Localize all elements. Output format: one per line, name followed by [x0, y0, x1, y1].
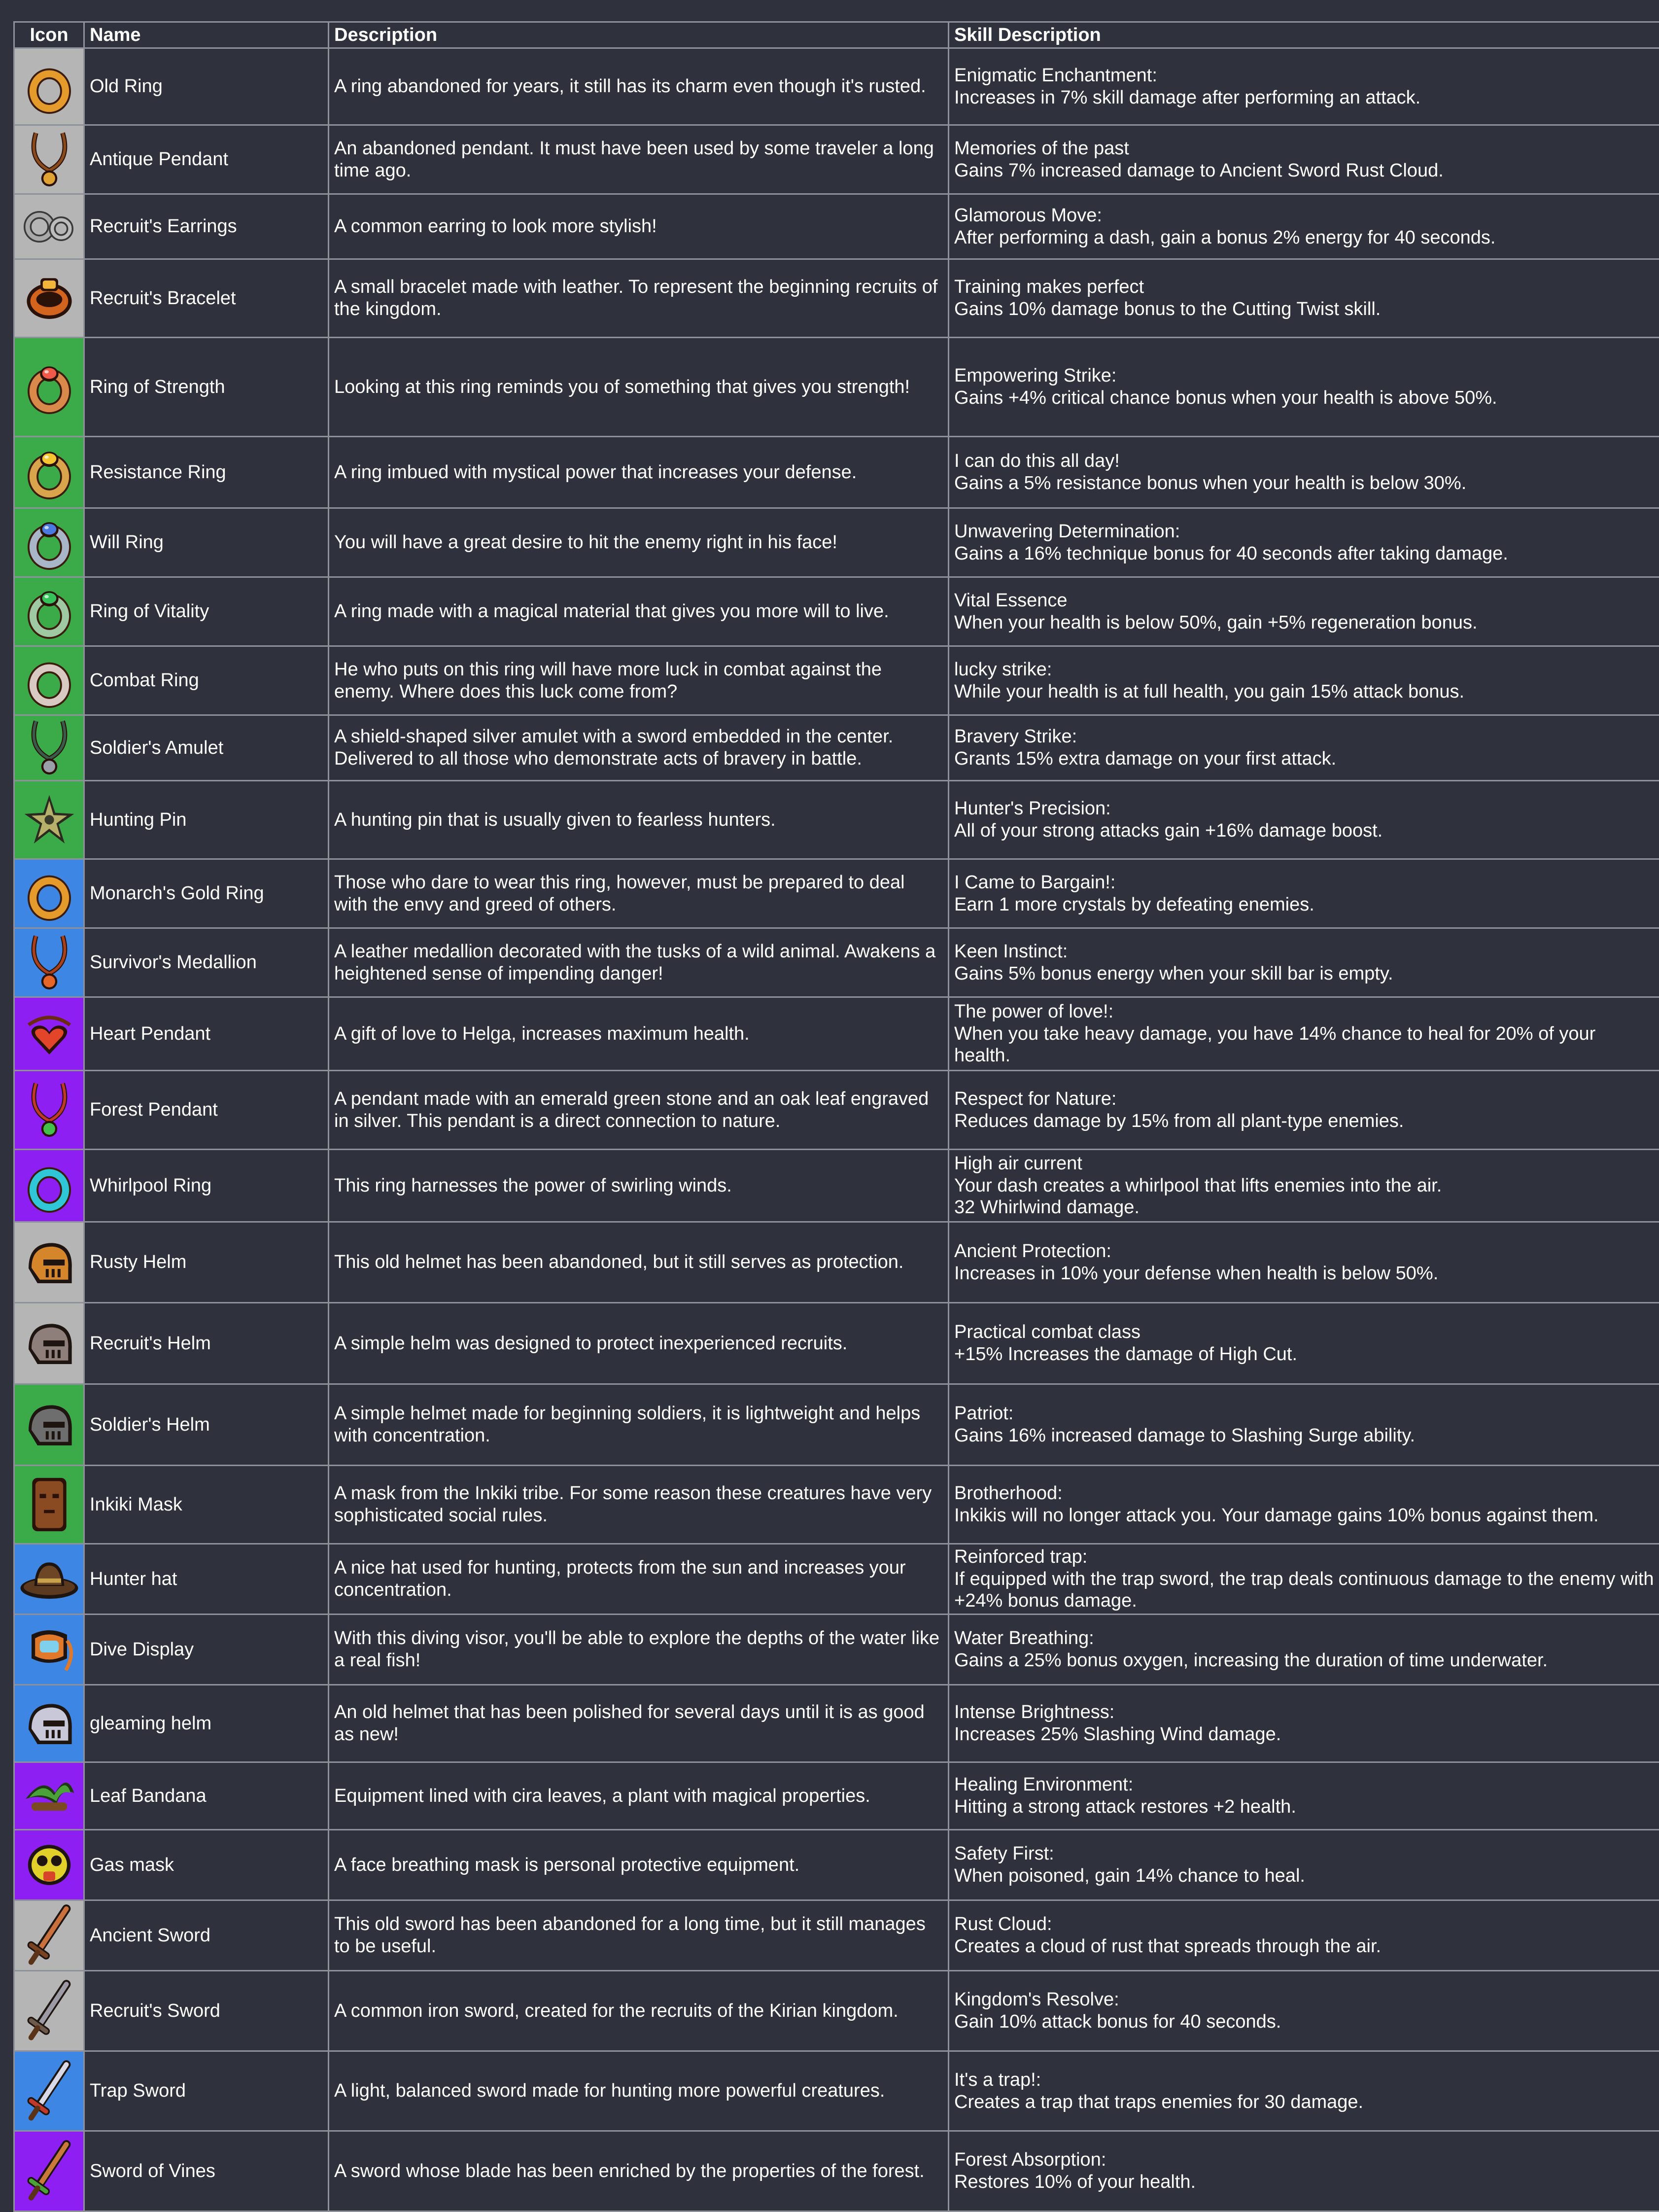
item-name: Trap Sword: [84, 2051, 329, 2131]
item-name: Recruit's Sword: [84, 1971, 329, 2051]
table-row: [14, 1762, 1659, 1830]
item-description: A gift of love to Helga, increases maximum health.: [329, 997, 949, 1071]
table-row: [14, 1544, 1659, 1615]
shiny-helm-icon: [15, 1696, 83, 1751]
item-icon-cell: [14, 859, 84, 928]
table-row: [14, 715, 1659, 781]
item-icon-cell: [14, 997, 84, 1071]
amulet-icon: [15, 716, 83, 780]
leaf-bandana-icon: [15, 1769, 83, 1823]
item-icon-cell: [14, 1384, 84, 1466]
bracelet-icon: [15, 269, 83, 328]
table-row: [14, 1830, 1659, 1900]
table-body: [14, 48, 1659, 2212]
item-description: An abandoned pendant. It must have been used by some traveler a long time ago.: [329, 125, 949, 194]
item-icon-cell: [14, 1900, 84, 1971]
red-gem-ring-icon: [15, 360, 83, 414]
item-name: Ring of Vitality: [84, 577, 329, 646]
item-icon-cell: [14, 508, 84, 577]
item-name: Gas mask: [84, 1830, 329, 1900]
item-description: Equipment lined with cira leaves, a plant with magical properties.: [329, 1762, 949, 1830]
table-row: [14, 1384, 1659, 1466]
rusty-helm-icon: [15, 1235, 83, 1290]
header-icon[interactable]: Icon: [14, 22, 84, 48]
table-row: [14, 508, 1659, 577]
item-skill-description: The power of love!: When you take heavy damage, you have 14% chance to heal for 20% of your health.: [949, 997, 1659, 1071]
item-name: Recruit's Bracelet: [84, 259, 329, 338]
header-name[interactable]: Name: [84, 22, 329, 48]
gas-mask-icon: [15, 1838, 83, 1892]
item-name: Resistance Ring: [84, 437, 329, 508]
item-name: gleaming helm: [84, 1685, 329, 1762]
item-icon-cell: [14, 48, 84, 125]
table-row: [14, 1685, 1659, 1762]
item-icon-cell: [14, 259, 84, 338]
item-description: This old helmet has been abandoned, but it still serves as protection.: [329, 1222, 949, 1303]
table-row: [14, 1222, 1659, 1303]
item-icon-cell: [14, 2131, 84, 2212]
item-icon-cell: [14, 715, 84, 781]
item-skill-description: Healing Environment: Hitting a strong attack restores +2 health.: [949, 1762, 1659, 1830]
item-icon-cell: [14, 1150, 84, 1222]
item-icon-cell: [14, 1615, 84, 1685]
item-icon-cell: [14, 194, 84, 259]
item-icon-cell: [14, 338, 84, 437]
item-icon-cell: [14, 1544, 84, 1615]
table-row: [14, 1971, 1659, 2051]
item-skill-description: Enigmatic Enchantment: Increases in 7% skill damage after performing an attack.: [949, 48, 1659, 125]
header-skill-description[interactable]: Skill Description: [949, 22, 1659, 48]
pendant-icon: [15, 128, 83, 192]
table-row: [14, 437, 1659, 508]
table-row: [14, 48, 1659, 125]
item-name: Survivor's Medallion: [84, 928, 329, 997]
medallion-icon: [15, 931, 83, 995]
item-skill-description: Ancient Protection: Increases in 10% your defense when health is below 50%.: [949, 1222, 1659, 1303]
heart-pendant-icon: [15, 1007, 83, 1061]
item-icon-cell: [14, 646, 84, 715]
table-row: [14, 1615, 1659, 1685]
item-icon-cell: [14, 1830, 84, 1900]
helm-icon: [15, 1316, 83, 1370]
table-row: [14, 1150, 1659, 1222]
item-description: A sword whose blade has been enriched by the properties of the forest.: [329, 2131, 949, 2212]
iron-sword-icon: [15, 1979, 83, 2043]
item-name: Dive Display: [84, 1615, 329, 1685]
table-row: [14, 259, 1659, 338]
item-name: Will Ring: [84, 508, 329, 577]
item-name: Sword of Vines: [84, 2131, 329, 2212]
table-row: [14, 928, 1659, 997]
item-skill-description: Rust Cloud: Creates a cloud of rust that spreads through the air.: [949, 1900, 1659, 1971]
item-description: A pendant made with an emerald green stone and an oak leaf engraved in silver. This pendant is a direct connection to nature.: [329, 1071, 949, 1150]
item-skill-description: Glamorous Move: After performing a dash, gain a bonus 2% energy for 40 seconds.: [949, 194, 1659, 259]
table-header-row: [14, 22, 1659, 48]
item-skill-description: Brotherhood: Inkikis will no longer attack you. Your damage gains 10% bonus against them.: [949, 1466, 1659, 1544]
item-skill-description: Safety First: When poisoned, gain 14% chance to heal.: [949, 1830, 1659, 1900]
item-description: A ring made with a magical material that gives you more will to live.: [329, 577, 949, 646]
item-description: You will have a great desire to hit the enemy right in his face!: [329, 508, 949, 577]
item-name: Old Ring: [84, 48, 329, 125]
items-table-wrapper: [13, 21, 1659, 2212]
item-name: Hunter hat: [84, 1544, 329, 1615]
table-row: [14, 1900, 1659, 1971]
item-description: A mask from the Inkiki tribe. For some reason these creatures have very sophisticated social rules.: [329, 1466, 949, 1544]
table-row: [14, 338, 1659, 437]
item-name: Antique Pendant: [84, 125, 329, 194]
item-skill-description: Training makes perfect Gains 10% damage bonus to the Cutting Twist skill.: [949, 259, 1659, 338]
item-name: Ancient Sword: [84, 1900, 329, 1971]
item-icon-cell: [14, 437, 84, 508]
item-name: Soldier's Amulet: [84, 715, 329, 781]
gold-ring-icon: [15, 60, 83, 114]
hat-icon: [15, 1554, 83, 1604]
table-row: [14, 2051, 1659, 2131]
item-skill-description: It's a trap!: Creates a trap that traps enemies for 30 damage.: [949, 2051, 1659, 2131]
item-description: A common iron sword, created for the recruits of the Kirian kingdom.: [329, 1971, 949, 2051]
item-description: Those who dare to wear this ring, however, must be prepared to deal with the envy and greed of others.: [329, 859, 949, 928]
item-description: A leather medallion decorated with the tusks of a wild animal. Awakens a heightened sense of impending danger!: [329, 928, 949, 997]
item-description: This old sword has been abandoned for a long time, but it still manages to be useful.: [329, 1900, 949, 1971]
item-name: Recruit's Earrings: [84, 194, 329, 259]
item-description: This ring harnesses the power of swirling winds.: [329, 1150, 949, 1222]
item-skill-description: Hunter's Precision: All of your strong attacks gain +16% damage boost.: [949, 781, 1659, 859]
item-icon-cell: [14, 1466, 84, 1544]
item-icon-cell: [14, 1222, 84, 1303]
table-row: [14, 1071, 1659, 1150]
item-description: A ring abandoned for years, it still has its charm even though it's rusted.: [329, 48, 949, 125]
item-skill-description: Practical combat class +15% Increases the damage of High Cut.: [949, 1303, 1659, 1384]
item-skill-description: Forest Absorption: Restores 10% of your health.: [949, 2131, 1659, 2212]
item-skill-description: Memories of the past Gains 7% increased damage to Ancient Sword Rust Cloud.: [949, 125, 1659, 194]
items-table: [13, 21, 1659, 2212]
item-skill-description: Kingdom's Resolve: Gain 10% attack bonus for 40 seconds.: [949, 1971, 1659, 2051]
item-description: A nice hat used for hunting, protects from the sun and increases your concentration.: [329, 1544, 949, 1615]
blue-gem-ring-icon: [15, 516, 83, 570]
green-gem-ring-icon: [15, 585, 83, 639]
dark-helm-icon: [15, 1398, 83, 1452]
item-skill-description: Reinforced trap: If equipped with the trap sword, the trap deals continuous damage to the enemy with +24% bonus damage.: [949, 1544, 1659, 1615]
table-row: [14, 194, 1659, 259]
item-description: A shield-shaped silver amulet with a sword embedded in the center. Delivered to all those who demonstrate acts of bravery in battle.: [329, 715, 949, 781]
item-description: A small bracelet made with leather. To represent the beginning recruits of the kingdom.: [329, 259, 949, 338]
vine-sword-icon: [15, 2139, 83, 2203]
item-description: A ring imbued with mystical power that increases your defense.: [329, 437, 949, 508]
item-skill-description: Intense Brightness: Increases 25% Slashing Wind damage.: [949, 1685, 1659, 1762]
silver-ring-icon: [15, 654, 83, 708]
item-name: Ring of Strength: [84, 338, 329, 437]
item-description: A common earring to look more stylish!: [329, 194, 949, 259]
diving-mask-icon: [15, 1622, 83, 1677]
item-name: Soldier's Helm: [84, 1384, 329, 1466]
item-name: Whirlpool Ring: [84, 1150, 329, 1222]
item-description: A simple helm was designed to protect inexperienced recruits.: [329, 1303, 949, 1384]
item-description: A light, balanced sword made for hunting more powerful creatures.: [329, 2051, 949, 2131]
item-skill-description: Bravery Strike: Grants 15% extra damage on your first attack.: [949, 715, 1659, 781]
item-name: Combat Ring: [84, 646, 329, 715]
item-skill-description: I can do this all day! Gains a 5% resistance bonus when your health is below 30%.: [949, 437, 1659, 508]
item-icon-cell: [14, 928, 84, 997]
item-skill-description: Unwavering Determination: Gains a 16% technique bonus for 40 seconds after taking damage.: [949, 508, 1659, 577]
item-description: He who puts on this ring will have more luck in combat against the enemy. Where does this luck come from?: [329, 646, 949, 715]
item-icon-cell: [14, 577, 84, 646]
item-name: Forest Pendant: [84, 1071, 329, 1150]
item-skill-description: Patriot: Gains 16% increased damage to Slashing Surge ability.: [949, 1384, 1659, 1466]
item-description: A simple helmet made for beginning soldiers, it is lightweight and helps with concentration.: [329, 1384, 949, 1466]
gold-ring-icon: [15, 867, 83, 921]
item-description: With this diving visor, you'll be able to explore the depths of the water like a real fish!: [329, 1615, 949, 1685]
item-description: An old helmet that has been polished for several days until it is as good as new!: [329, 1685, 949, 1762]
item-name: Inkiki Mask: [84, 1466, 329, 1544]
earrings-icon: [15, 207, 83, 246]
item-skill-description: Water Breathing: Gains a 25% bonus oxygen, increasing the duration of time underwater.: [949, 1615, 1659, 1685]
item-skill-description: I Came to Bargain!: Earn 1 more crystals by defeating enemies.: [949, 859, 1659, 928]
emerald-pendant-icon: [15, 1078, 83, 1142]
item-icon-cell: [14, 1071, 84, 1150]
item-name: Rusty Helm: [84, 1222, 329, 1303]
item-icon-cell: [14, 1971, 84, 2051]
light-sword-icon: [15, 2059, 83, 2123]
item-name: Recruit's Helm: [84, 1303, 329, 1384]
item-icon-cell: [14, 1685, 84, 1762]
rusty-sword-icon: [15, 1903, 83, 1967]
item-icon-cell: [14, 1303, 84, 1384]
item-skill-description: Respect for Nature: Reduces damage by 15% from all plant-type enemies.: [949, 1071, 1659, 1150]
item-icon-cell: [14, 1762, 84, 1830]
table-row: [14, 997, 1659, 1071]
wooden-mask-icon: [15, 1473, 83, 1537]
item-skill-description: Keen Instinct: Gains 5% bonus energy when your skill bar is empty.: [949, 928, 1659, 997]
item-icon-cell: [14, 125, 84, 194]
item-name: Monarch's Gold Ring: [84, 859, 329, 928]
yellow-gem-ring-icon: [15, 445, 83, 499]
table-row: [14, 125, 1659, 194]
item-skill-description: Empowering Strike: Gains +4% critical chance bonus when your health is above 50%.: [949, 338, 1659, 437]
item-icon-cell: [14, 2051, 84, 2131]
pin-icon: [15, 790, 83, 849]
item-skill-description: lucky strike: While your health is at full health, you gain 15% attack bonus.: [949, 646, 1659, 715]
table-row: [14, 646, 1659, 715]
item-description: A hunting pin that is usually given to fearless hunters.: [329, 781, 949, 859]
table-row: [14, 577, 1659, 646]
table-row: [14, 1466, 1659, 1544]
item-name: Leaf Bandana: [84, 1762, 329, 1830]
item-icon-cell: [14, 781, 84, 859]
item-name: Heart Pendant: [84, 997, 329, 1071]
whirlpool-ring-icon: [15, 1159, 83, 1213]
item-description: Looking at this ring reminds you of something that gives you strength!: [329, 338, 949, 437]
item-name: Hunting Pin: [84, 781, 329, 859]
table-row: [14, 2131, 1659, 2212]
item-skill-description: Vital Essence When your health is below 50%, gain +5% regeneration bonus.: [949, 577, 1659, 646]
table-row: [14, 1303, 1659, 1384]
table-row: [14, 781, 1659, 859]
header-description[interactable]: Description: [329, 22, 949, 48]
table-row: [14, 859, 1659, 928]
item-description: A face breathing mask is personal protective equipment.: [329, 1830, 949, 1900]
item-skill-description: High air current Your dash creates a whirlpool that lifts enemies into the air. 32 Whirlwind damage.: [949, 1150, 1659, 1222]
